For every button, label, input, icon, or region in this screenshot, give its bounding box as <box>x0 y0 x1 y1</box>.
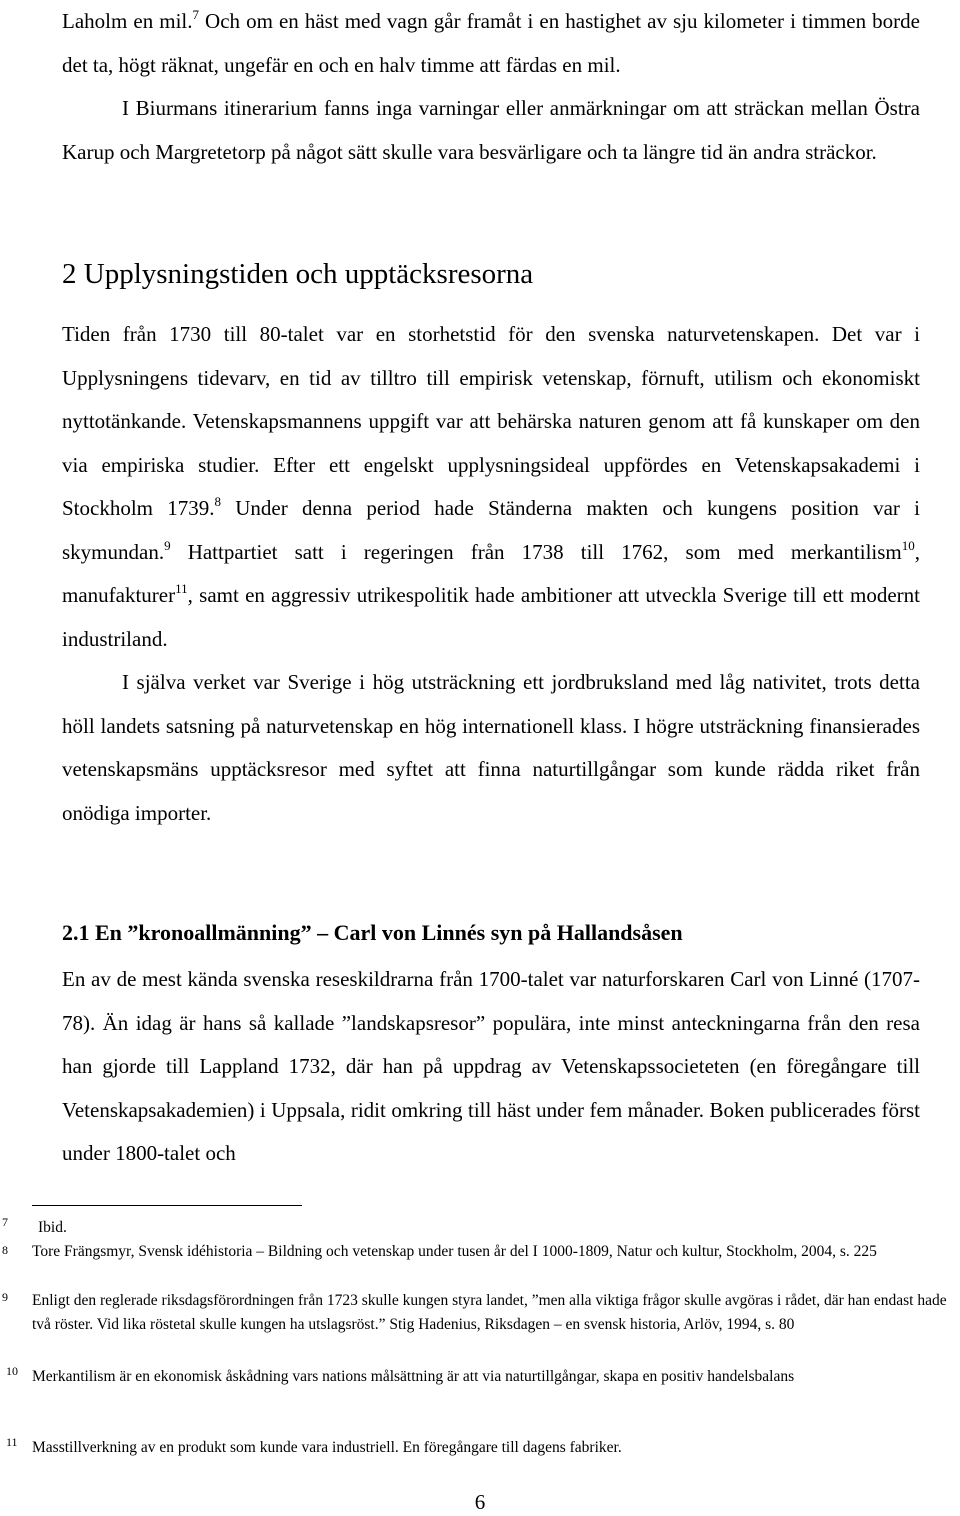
footnote-ref[interactable]: 10 <box>901 537 915 553</box>
footnote-number: 7 <box>2 1215 8 1229</box>
section-heading: 2 Upplysningstiden och upptäcksresorna <box>62 258 534 290</box>
paragraph: Tiden från 1730 till 80-talet var en storhetstid för den svenska naturvetenskapen. Det var i Upplysningens tidevarv, en tid av tilltro till empirisk vetenskap, förnuft, utilism och ekonomiskt nyttotänkande. Vetenskapsmannens uppgift var att behärska naturen genom att få kunskaper om den via empiriska studier. Efter ett engelskt upplysningsideal uppfördes en Vetenskapsakademi i Stockholm 1739.$^8$ Under denna period hade Ständerna makten och kungens position var i skymundan.$^9$ Hattpartiet satt i regeringen från 1738 till 1762, som med merkantilism$^{10}$, manufakturer$^{11}$, samt en aggressiv utrikespolitik hade ambitioner att utveckla Sverige till ett modernt industriland. <box>62 322 920 651</box>
paragraph: I Biurmans itinerarium fanns inga varningar eller anmärkningar om att sträckan mellan Östra Karup och Margretetorp på något sätt skulle vara besvärligare och ta längre tid än andra sträckor. <box>62 96 920 164</box>
footnote-number: 9 <box>2 1290 8 1304</box>
section-body <box>62 313 920 835</box>
footnote-number: 10 <box>6 1364 18 1378</box>
page-number: 6 <box>474 1490 486 1514</box>
paragraph: Laholm en mil.$^7$ Och om en häst med vagn går framåt i en hastighet av sju kilometer i timmen borde det ta, högt räknat, ungefär en och en halv timme att färdas en mil. <box>62 7 920 77</box>
footnote-item <box>0 1240 960 1288</box>
subsection-body <box>62 958 920 1176</box>
paragraph: I själva verket var Sverige i hög utsträckning ett jordbruksland med låg nativitet, trots detta höll landets satsning på naturvetenskap en hög internationell klass. I högre utsträckning finansierades vetenskapsmäns upptäcksresor med syftet att finna naturtillgångar som kunde rädda riket från onödiga importer. <box>62 670 920 825</box>
footnote-item <box>0 1365 960 1413</box>
footnote-text: Masstillverkning av en produkt som kunde vara industriell. En föregångare till dagens fabriker. <box>32 1439 622 1456</box>
paragraph: En av de mest kända svenska reseskildrarna från 1700-talet var naturforskaren Carl von Linné (1707-78). Än idag är hans så kallade ”landskapsresor” populära, inte minst anteckningarna från den resa han gjorde till Lappland 1732, där han på uppdrag av Vetenskapssocieteten (en föregångare till Vetenskapsakademien) i Uppsala, ridit omkring till häst under fem månader. Boken publicerades först under 1800-talet och <box>62 967 920 1165</box>
footnote-text: Tore Frängsmyr, Svensk idéhistoria – Bildning och vetenskap under tusen år del I 1000-1809, Natur och kultur, Stockholm, 2004, s. 225 <box>32 1243 877 1260</box>
footnote-ref[interactable]: 9 <box>164 537 171 553</box>
footnote-number: 8 <box>2 1243 8 1257</box>
footnote-text: Enligt den reglerade riksdagsförordningen från 1723 skulle kungen styra landet, ”men alla viktiga frågor skulle avgöras i rådet, där han endast hade två röster. Vid lika röstetal skulle kungen ha utslagsröst.” Stig Hadenius, Riksdagen – en svensk historia, Arlöv, 1994, s. 80 <box>32 1292 947 1333</box>
footnote-ref[interactable]: 11 <box>175 581 188 596</box>
footnote-divider <box>32 1205 302 1206</box>
footnote-number: 11 <box>6 1435 18 1449</box>
footnote-ref[interactable]: 8 <box>214 494 221 509</box>
subsection-heading: 2.1 En ”kronoallmänning” – Carl von Linnés syn på Hallandsåsen <box>62 920 683 945</box>
footnote-ref[interactable]: 7 <box>192 7 199 22</box>
footnote-text: Ibid. <box>38 1219 67 1236</box>
footnote-item <box>0 1289 960 1361</box>
intro-paragraphs <box>62 0 920 174</box>
footnote-text: Merkantilism är en ekonomisk åskådning vars nations målsättning är att via naturtillgångar, skapa en positiv handelsbalans <box>32 1368 795 1385</box>
